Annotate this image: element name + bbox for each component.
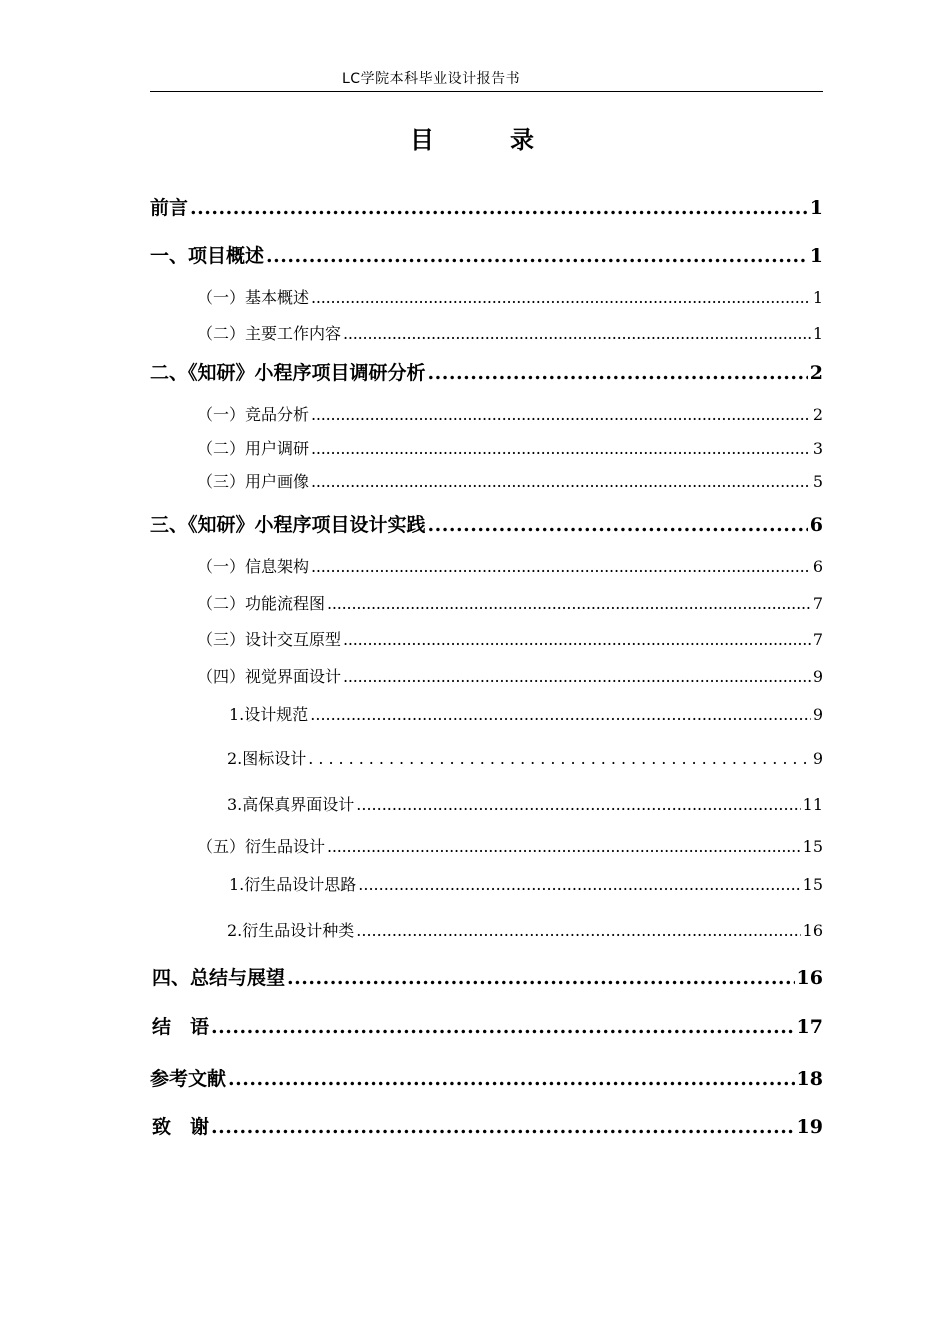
- toc-entry[interactable]: [197, 285, 823, 308]
- toc-entry[interactable]: [197, 834, 823, 857]
- toc-entry-page: 6: [812, 557, 823, 576]
- dot-leader: [343, 324, 811, 343]
- dot-leader: [428, 514, 808, 536]
- toc-entry[interactable]: [229, 872, 823, 895]
- dot-leader: [190, 197, 808, 219]
- dot-leader: [428, 362, 808, 384]
- dot-leader: [356, 921, 800, 940]
- toc-entry-label: 一、项目概述: [150, 245, 265, 267]
- toc-entry[interactable]: [152, 1012, 823, 1039]
- toc-entry-page: 16: [802, 921, 823, 940]
- dot-leader: [343, 630, 811, 649]
- toc-entry-label: （三）设计交互原型: [197, 630, 342, 649]
- toc-entry[interactable]: [150, 193, 823, 220]
- toc-entry[interactable]: [227, 918, 823, 941]
- dot-leader: [356, 795, 800, 814]
- dot-leader: [343, 667, 811, 686]
- dot-leader: [311, 472, 811, 491]
- header-title: LC学院本科毕业设计报告书: [342, 71, 521, 87]
- toc-entry-page: 16: [796, 967, 823, 989]
- toc-entry-label: 结 语: [152, 1016, 210, 1038]
- toc-entry-label: （二）主要工作内容: [197, 324, 342, 343]
- dot-leader: [358, 875, 800, 894]
- toc-entry[interactable]: [150, 241, 823, 268]
- toc-entry-label: （三）用户画像: [197, 472, 310, 491]
- toc-entry[interactable]: [150, 358, 823, 385]
- toc-entry-page: 9: [812, 667, 823, 686]
- toc-entry-page: 1: [812, 288, 823, 307]
- toc-entry-label: （一）信息架构: [197, 557, 310, 576]
- toc-entry[interactable]: [150, 510, 823, 537]
- toc-entry-page: 9: [812, 705, 823, 724]
- toc-entry-page: 7: [812, 630, 823, 649]
- toc-entry-page: 6: [809, 514, 823, 536]
- toc-entry[interactable]: [227, 792, 823, 815]
- toc-entry-label: 1.设计规范: [229, 705, 309, 724]
- toc-entry-label: （一）竞品分析: [197, 405, 310, 424]
- page-header: [150, 66, 823, 92]
- toc-entry[interactable]: [197, 627, 823, 650]
- toc-entry-page: 11: [802, 795, 823, 814]
- toc-entry[interactable]: [197, 554, 823, 577]
- toc-entry[interactable]: [197, 436, 823, 459]
- toc-entry-label: （二）功能流程图: [197, 594, 326, 613]
- toc-entry-page: 2: [812, 405, 823, 424]
- toc-entry-label: 前言: [150, 197, 189, 219]
- toc-entry-label: 2.衍生品设计种类: [227, 921, 355, 940]
- toc-entry-page: 15: [802, 837, 823, 856]
- toc-entry-page: 1: [809, 245, 823, 267]
- dot-leader: [327, 837, 801, 856]
- dot-leader: [308, 749, 811, 768]
- toc-entry[interactable]: [227, 746, 823, 769]
- dot-leader: [311, 405, 811, 424]
- toc-entry-page: 7: [812, 594, 823, 613]
- dot-leader: [310, 705, 811, 724]
- dot-leader: [211, 1016, 795, 1038]
- toc-entry[interactable]: [150, 1064, 823, 1091]
- dot-leader: [327, 594, 811, 613]
- toc-entry-page: 2: [809, 362, 823, 384]
- toc-entry-page: 3: [812, 439, 823, 458]
- toc-entry-page: 17: [796, 1016, 823, 1038]
- toc-entry-label: （四）视觉界面设计: [197, 667, 342, 686]
- toc-entry-label: 1.衍生品设计思路: [229, 875, 357, 894]
- toc-entry[interactable]: [197, 402, 823, 425]
- toc-entry-label: 二、《知研》小程序项目调研分析: [150, 362, 426, 384]
- toc-entry-label: 致 谢: [152, 1116, 210, 1138]
- toc-entry-label: 参考文献: [150, 1068, 227, 1090]
- toc-entry[interactable]: [197, 321, 823, 344]
- toc-entry-label: 四、总结与展望: [152, 967, 286, 989]
- toc-entry-label: （五）衍生品设计: [197, 837, 326, 856]
- dot-leader: [311, 288, 811, 307]
- toc-entry[interactable]: [152, 963, 823, 990]
- toc-entry[interactable]: [197, 591, 823, 614]
- dot-leader: [266, 245, 808, 267]
- toc-entry[interactable]: [197, 664, 823, 687]
- toc-entry-label: （二）用户调研: [197, 439, 310, 458]
- toc-entry-page: 1: [812, 324, 823, 343]
- toc-entry-label: （一）基本概述: [197, 288, 310, 307]
- toc-entry-page: 9: [812, 749, 823, 768]
- dot-leader: [311, 439, 811, 458]
- toc-entry[interactable]: [197, 469, 823, 492]
- toc-entry-page: 5: [812, 472, 823, 491]
- toc-entry-page: 19: [796, 1116, 823, 1138]
- toc-title: 目 录: [410, 125, 560, 154]
- toc-entry[interactable]: [152, 1112, 823, 1139]
- dot-leader: [287, 967, 795, 989]
- toc-entry-page: 15: [802, 875, 823, 894]
- toc-entry-label: 3.高保真界面设计: [227, 795, 355, 814]
- toc-entry-page: 18: [796, 1068, 823, 1090]
- toc-entry-label: 2.图标设计: [227, 749, 307, 768]
- dot-leader: [228, 1068, 795, 1090]
- dot-leader: [211, 1116, 795, 1138]
- dot-leader: [311, 557, 811, 576]
- toc-entry[interactable]: [229, 702, 823, 725]
- toc-entry-label: 三、《知研》小程序项目设计实践: [150, 514, 426, 536]
- toc-entry-page: 1: [809, 197, 823, 219]
